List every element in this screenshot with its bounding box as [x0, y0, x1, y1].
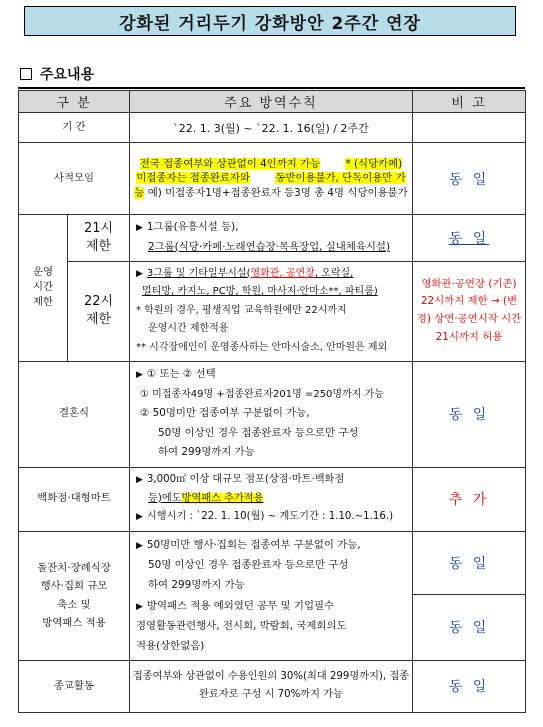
table-row-gathering [19, 143, 526, 215]
wedding-note: 동 일 [413, 361, 526, 467]
table-row-events-1 [19, 531, 526, 594]
hours-22-label [68, 261, 130, 361]
hours-21-line2: 2그룹(식당·카페·노래연습장·목욕장업, 실내체육시설) [148, 240, 391, 253]
hours-22-line1-pre: 3그룹 및 기타일부시설( [146, 267, 251, 279]
dept-line2b: 방역패스 추가적용 [181, 492, 264, 504]
table-row-dept [19, 467, 526, 531]
hours-22-note4: 상연·공연시작 시간 [434, 313, 522, 326]
table-header-row [19, 91, 526, 113]
rules-table [18, 90, 526, 713]
hours-21-label-1: 21시 [83, 221, 114, 237]
hours-label [19, 215, 68, 362]
events-line4: 방역패스 적용 예외였던 공무 및 기업필수 [146, 599, 335, 612]
hours-label-3: 제한 [32, 296, 54, 309]
triangle-right-icon: ▶ [136, 370, 143, 380]
hours-22-note3: → (변경) [416, 295, 518, 326]
hours-label-1: 운영 [32, 266, 54, 279]
wedding-line2: ① 미접종자49명 +접종완료자201명 =250명까지 가능 [140, 388, 384, 400]
period-label: 기 간 [19, 113, 130, 143]
hours-22-line1-red: 영화관, 공연장 [250, 267, 315, 279]
hours-21-line1: 1그룹(유흥시설 등), [146, 221, 239, 233]
events-line3: 하여 299명까지 가능 [148, 579, 245, 592]
events-details [130, 531, 413, 660]
gathering-note: 동 일 [413, 143, 526, 215]
title-text: 강화된 거리두기 강화방안 2주간 연장 [119, 13, 421, 34]
hours-22-note2: (기존) 22시까지 제한 [420, 277, 517, 308]
events-note-1: 동 일 [413, 531, 526, 594]
table-row-hours-22 [19, 261, 526, 361]
dept-note: 추 가 [413, 467, 526, 531]
hours-21-label [68, 215, 130, 262]
hours-21-note-text: 동 일 [448, 230, 490, 247]
religion-line1: 접종여부와 상관없이 수용인원의 30%(최대 299명까지), [132, 670, 387, 682]
hours-22-note [413, 261, 526, 361]
table-row-hours-21 [19, 215, 526, 262]
gathering-line5: 식당이용불가 [347, 186, 408, 199]
triangle-right-icon: ▶ [136, 475, 143, 486]
religion-details [130, 660, 413, 712]
hours-22-line5: ** 시각장애인이 운영종사하는 안마시술소, 안마원은 제외 [136, 341, 388, 353]
events-line2: 50명 이상인 경우 접종완료자 등으로만 구성 [148, 559, 349, 572]
triangle-right-icon: ▶ [136, 540, 143, 551]
wedding-label: 결혼식 [19, 361, 130, 467]
period-text: `22. 1. 3(월) ~ `22. 1. 16(일) / 2주간 [130, 113, 413, 143]
religion-label: 종교활동 [19, 660, 130, 712]
header-rules: 주요 방역수칙 [130, 91, 413, 113]
events-label-2: 행사·집회 규모 [40, 580, 108, 593]
wedding-details [130, 361, 413, 467]
hours-22-line1-post: , 오락실, [314, 267, 354, 279]
triangle-right-icon: ▶ [136, 223, 143, 233]
events-label-4: 방역패스 적용 [42, 616, 106, 629]
gathering-line4: 예) 미접종자1명+접종완료자 등3명 총 4명 [147, 186, 345, 199]
events-line1: 50명미만 행사·집회는 접종여부 구분없이 가능, [146, 538, 361, 551]
dept-line3: 시행시기 : `22. 1. 10(월) ~ 계도기간 : 1.10.~1.16.) [146, 511, 394, 523]
wedding-line5: 하여 299명까지 가능 [158, 446, 255, 459]
wedding-line1: ① 또는 ② 선택 [146, 368, 216, 380]
events-line5: 경영활동관련행사, 전시회, 박람회, 국제회의도 [136, 620, 347, 633]
events-line6: 적용(상한없음) [136, 640, 205, 653]
hours-22-line2: 멀티방, 카지노, PC방, 학원, 마사지·안마소**, 파티룸) [142, 286, 378, 298]
dept-line2a: 등)에도 [148, 492, 182, 504]
hours-21-note [413, 215, 526, 262]
triangle-right-icon: ▶ [136, 512, 143, 523]
hours-label-2: 시간 [32, 281, 54, 294]
triangle-right-icon: ▶ [136, 268, 143, 279]
hours-21-details [130, 215, 413, 262]
header-remarks: 비 고 [413, 91, 526, 113]
table-row-religion [19, 660, 526, 712]
events-label-1: 돌잔치·장례식장 [37, 562, 111, 575]
table-row-period [19, 113, 526, 143]
hours-22-note5: 21시까지 허용 [435, 330, 503, 343]
table-row-wedding [19, 361, 526, 467]
section-heading [20, 64, 94, 84]
hours-22-label-2: 제한 [85, 312, 112, 328]
hours-22-line3: * 학원의 경우, 평생직업 교육학원에만 22시까지 [136, 304, 347, 316]
events-label [19, 531, 130, 660]
gathering-line3: 동반이용불가, 단독이용만 가능 [134, 172, 406, 199]
events-label-3: 축소 및 [57, 598, 91, 611]
wedding-line3: ② 50명미만 접종여부 구분없이 가능, [140, 406, 310, 419]
gathering-line1: 전국 접종여부와 상관없이 4인까지 가능 [139, 157, 321, 170]
gathering-label: 사적모임 [19, 143, 130, 215]
hours-22-details [130, 261, 413, 361]
hours-22-line4: 운영시간 제한적용 [148, 323, 229, 335]
gathering-line2: * (식당카페) 미접종자는 접종완료자와 [136, 157, 403, 185]
events-note-2: 동 일 [413, 594, 526, 660]
religion-note: 동 일 [413, 660, 526, 712]
section-heading-text: 주요내용 [40, 67, 95, 83]
square-icon [20, 68, 32, 80]
gathering-details [130, 143, 413, 215]
religion-line2: 접종완료자로 구성 시 70%까지 가능 [199, 670, 410, 701]
section-divider [18, 87, 525, 89]
dept-label: 백화점·대형마트 [19, 467, 130, 531]
wedding-line4: 50명 이상인 경우 접종완료자 등으로만 구성 [158, 426, 359, 439]
triangle-right-icon: ▶ [136, 601, 143, 612]
hours-21-label-2: 제한 [85, 238, 112, 254]
document-title [24, 6, 516, 36]
dept-details [130, 467, 413, 531]
hours-22-note1: 영화관·공연장 [421, 277, 486, 290]
hours-22-label-1: 22시 [83, 294, 114, 310]
period-note [413, 113, 526, 143]
dept-line1: 3,000㎡ 이상 대규모 점포(상점·마트·백화점 [146, 474, 345, 486]
header-category: 구 분 [19, 91, 130, 113]
